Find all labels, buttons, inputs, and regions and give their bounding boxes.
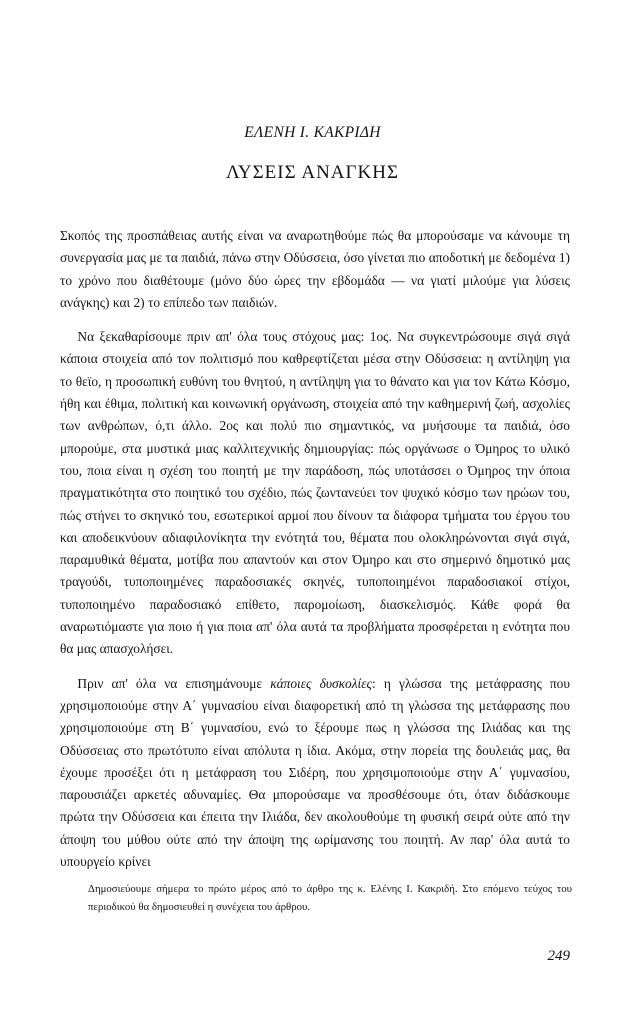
paragraph-3 xyxy=(60,673,570,874)
article-body xyxy=(60,225,570,885)
author-name: ΕΛΕΝΗ Ι. ΚΑΚΡΙΔΗ xyxy=(244,124,381,141)
article-title: ΛΥΣΕΙΣ ΑΝΑΓΚΗΣ xyxy=(225,162,399,183)
footnote: Δημοσιεύουμε σήμερα το πρώτο μέρος από το άρθρο της κ. Ελένης Ι. Κακριδή. Στο επόμενο τεύχος του περιοδικού θα δημοσιευθεί η συνέχεια του άρθρου. xyxy=(88,883,572,913)
paragraph-3-rest: : η γλώσσα της μετάφρασης που χρησιμοποιούμε στην Α΄ γυμνασίου είναι διαφορετική από τη γλώσσα της μετάφρασης που χρησιμοποιούμε στη Β΄ γυμνασίου, ενώ το ξέρουμε πως η γλώσσα της Ιλιάδας και της Οδύσσειας στο πρωτότυπο είναι απόλυτα η ίδια. Ακόμα, στην πορεία της δουλειάς μας, θα έχουμε προσέξει ότι η μετάφραση του Σιδέρη, που χρησιμοποιούμε στην Α΄ γυμνασίου, παρουσιάζει αρκετές αδυναμίες. Θα μπορούσαμε να προσθέσουμε ότι, όταν διδάσκουμε πρώτα την Οδύσσεια και έπειτα την Ιλιάδα, δεν ακολουθούμε τη φυσική σειρά ούτε από την άποψη του μύθου ούτε από την άποψη της ωρίμανσης του ποιητή. Αν παρ' όλα αυτά το υπουργείο κρίνει xyxy=(60,675,570,870)
paragraph-3-start: Πριν απ' όλα να επισημάνουμε xyxy=(77,675,271,691)
paragraph-2: Να ξεκαθαρίσουμε πριν απ' όλα τους στόχους μας: 1ος. Να συγκεντρώσουμε σιγά σιγά κάποια στοιχεία από τον πολιτισμό που καθρεφτίζεται μέσα στην Οδύσσεια: η αντίληψη για το θεϊο, η προσωπική ευθύνη του θνητού, η αντίληψη για το θάνατο και για τον Κάτω Κόσμο, ήθη και έθιμα, πολιτική και κοινωνική οργάνωση, στοιχεία από την καθημερινή ζωή, ασχολίες των ανθρώπων, ό,τι άλλο. 2ος και πολύ πιο σημαντικός, να μυήσουμε τα παιδιά, όσο μπορούμε, στα μυστικά μιας καλλιτεχνικής δημιουργίας: πώς οργάνωσε ο Όμηρος το υλικό του, ποια είναι η σχέση του ποιητή με την παράδοση, πώς υποτάσσει ο Όμηρος την όποια πραγματικότητα στο ποιητικό του σχέδιο, πώς ζωντανεύει τον ψυχικό κόσμο των ηρώων του, πώς στήνει το σκηνικό του, εσωτερικοί αρμοί που δίνουν τα διάφορα τμήματα του έργου του και αποδεικνύουν αδιαφιλονίκητα την ενότητά του, θέματα που ολοκληρώνονται σιγά σιγά, παραμυθικά θέματα, μοτίβα που απαντούν και στον Όμηρο και στο σημερινό δημοτικό μας τραγούδι, τυποποιημένες παραδοσιακές σκηνές, τυποποιημένοι παραδοσιακοί στίχοι, τυποποιημένο παραδοσιακό επίθετο, παρομοίωση, διασκελισμός. Κάθε φορά θα αναρωτιόμαστε για ποιο ή για ποια απ' όλα αυτά τα προβλήματα προσφέρεται η ενότητα που θα μας απασχολήσει. xyxy=(60,329,570,657)
paragraph-1: Σκοπός της προσπάθειας αυτής είναι να αναρωτηθούμε πώς θα μπορούσαμε να κάνουμε τη συνεργασία μας με τα παιδιά, πάνω στην Οδύσσεια, όσο γίνεται πιο αποδοτική με δεδομένα 1) το χρόνο που διαθέτουμε (μόνο δύο ώρες την εβδομάδα — να γιατί μιλούμε για λύσεις ανάγκης) και 2) το επίπεδο των παιδιών. xyxy=(60,228,570,310)
page-number: 249 xyxy=(547,948,570,964)
emphasis-difficulties: κάποιες δυσκολίες xyxy=(270,675,372,691)
